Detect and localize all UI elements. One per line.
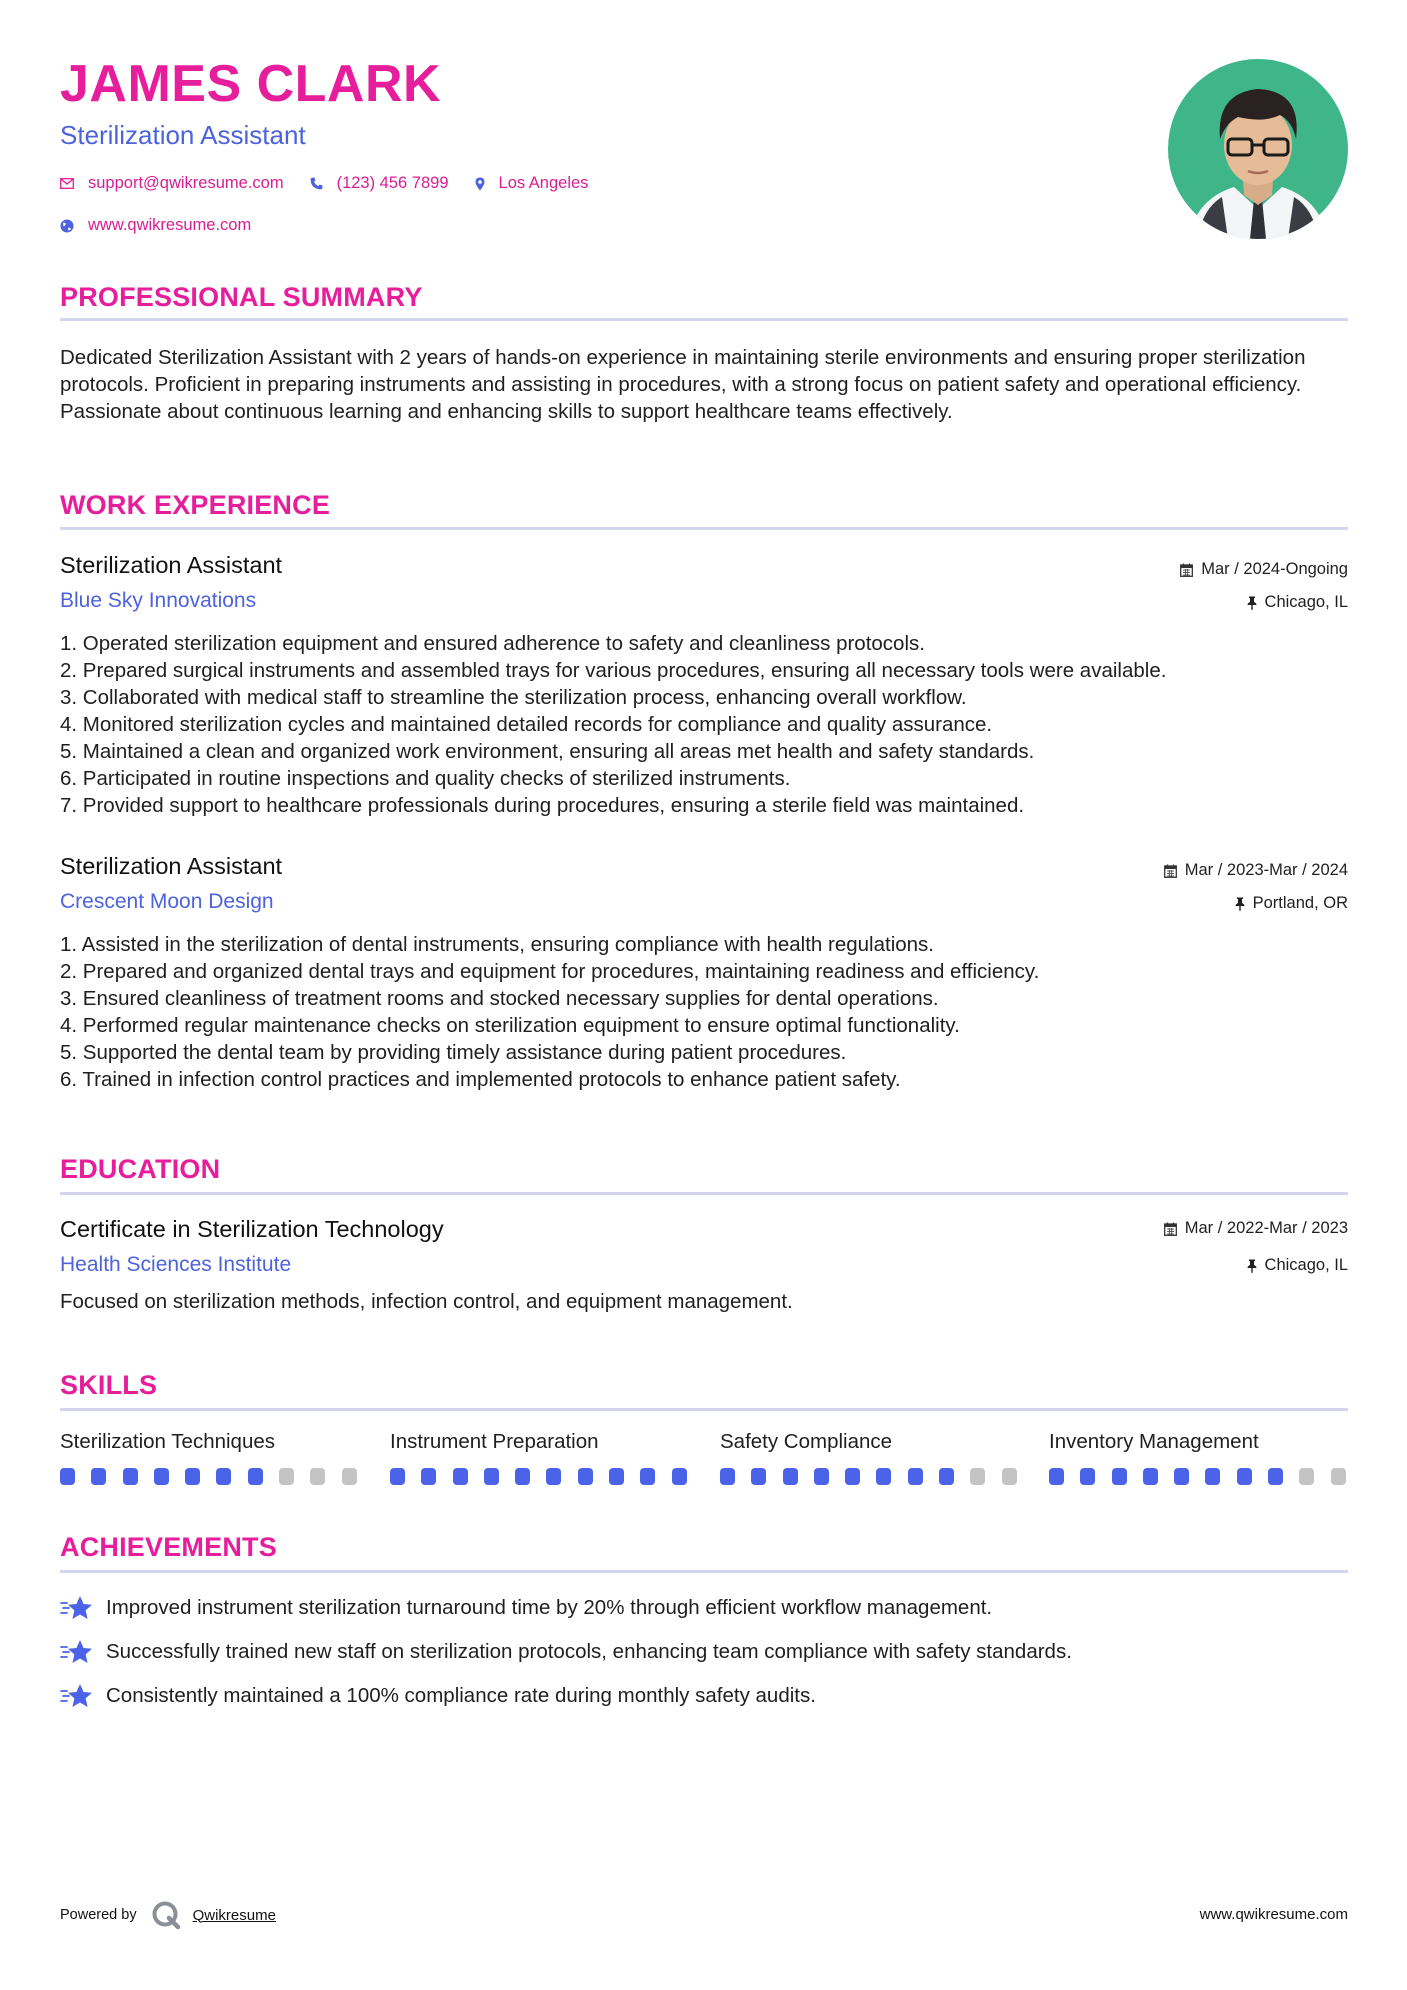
section-title-education: EDUCATION [60,1154,221,1184]
skill-dot-empty [1299,1468,1314,1485]
skill-dot-filled [1143,1468,1158,1485]
skill-dot-filled [91,1468,106,1485]
skill-dot-empty [1331,1468,1346,1485]
contact-location [475,174,589,193]
job-location-text: Portland, OR [1252,894,1348,912]
qwikresume-logo-icon [151,1900,181,1930]
skill-name: Instrument Preparation [390,1430,599,1453]
star-icon [60,1682,94,1710]
skill-item [390,1430,690,1454]
email-text: support@qwikresume.com [88,174,284,192]
job-bullets [60,931,1350,1093]
job-bullet: 7. Provided support to healthcare professionals during procedures, ensuring a sterile field was maintained. [60,794,1025,817]
job-bullets [60,630,1350,819]
skill-dot-filled [578,1468,593,1485]
skill-dot-filled [60,1468,75,1485]
skill-dot-filled [453,1468,468,1485]
pushpin-icon [1247,1259,1257,1273]
pushpin-icon [1235,897,1245,911]
section-title-skills: SKILLS [60,1370,158,1400]
qwikresume-link[interactable]: Qwikresume [192,1906,276,1924]
achievement-item [60,1594,992,1622]
map-pin-icon [475,177,485,191]
skill-dot-filled [609,1468,624,1485]
job-bullet: 3. Collaborated with medical staff to streamline the sterilization process, enhancing overall workflow. [60,686,967,709]
section-title-experience: WORK EXPERIENCE [60,490,331,520]
skill-dot-filled [720,1468,735,1485]
skill-dot-filled [939,1468,954,1485]
skill-item [1049,1430,1349,1454]
skill-dot-filled [484,1468,499,1485]
skill-dot-filled [546,1468,561,1485]
skill-rating [390,1468,703,1485]
job-bullet: 2. Prepared surgical instruments and assembled trays for various procedures, ensuring all necessary tools were available. [60,659,1167,682]
skill-rating [60,1468,373,1485]
section-divider [60,1570,1348,1573]
contact-row [60,174,614,193]
calendar-icon [1180,563,1193,577]
star-icon [60,1594,94,1622]
skill-dot-empty [1002,1468,1017,1485]
contact-row-website [60,216,277,235]
globe-icon [60,219,74,233]
job-dates-text: Mar / 2024-Ongoing [1201,560,1348,578]
section-divider [60,318,1348,321]
skill-dot-empty [970,1468,985,1485]
skill-dot-filled [1174,1468,1189,1485]
skill-dot-filled [783,1468,798,1485]
skill-rating [1049,1468,1362,1485]
job-bullet: 6. Trained in infection control practices and implemented protocols to enhance patient safety. [60,1068,901,1091]
education-dates [1164,1219,1348,1238]
job-bullet: 1. Assisted in the sterilization of dental instruments, ensuring compliance with health regulations. [60,933,935,956]
summary-text: Dedicated Sterilization Assistant with 2 years of hands-on experience in maintaining sterile environments and ensuring proper sterilization protocols. Proficient in preparing instruments and assisting in procedures, with a strong focus on patient safety and operational efficiency. Passionate about continuous learning and enhancing skills to support healthcare teams effectively. [60,346,1306,423]
skill-dot-filled [876,1468,891,1485]
section-title-summary: PROFESSIONAL SUMMARY [60,282,423,312]
achievement-item [60,1682,816,1710]
job-bullet: 4. Monitored sterilization cycles and maintained detailed records for compliance and quality assurance. [60,713,993,736]
skill-item [720,1430,1020,1454]
phone-text: (123) 456 7899 [336,174,449,192]
skill-dot-filled [1205,1468,1220,1485]
powered-by-label: Powered by [60,1907,137,1923]
skill-dot-filled [814,1468,829,1485]
skill-name: Sterilization Techniques [60,1430,275,1453]
skill-dot-filled [185,1468,200,1485]
section-title-achievements: ACHIEVEMENTS [60,1532,277,1562]
education-dates-text: Mar / 2022-Mar / 2023 [1184,1219,1348,1237]
skill-dot-filled [1080,1468,1095,1485]
contact-phone[interactable] [310,174,449,193]
skill-dot-filled [248,1468,263,1485]
achievement-item [60,1638,1072,1666]
skill-dot-filled [1268,1468,1283,1485]
achievement-text: Consistently maintained a 100% compliance rate during monthly safety audits. [106,1684,816,1707]
job-title: Sterilization Assistant [60,853,283,879]
skill-dot-filled [216,1468,231,1485]
job-dates [1180,560,1348,579]
skill-dot-filled [154,1468,169,1485]
skill-dot-filled [751,1468,766,1485]
skill-dot-filled [1049,1468,1064,1485]
calendar-icon [1164,1222,1177,1236]
job-bullet: 4. Performed regular maintenance checks on sterilization equipment to ensure optimal functionality. [60,1014,960,1037]
location-text: Los Angeles [498,174,589,192]
skill-dot-filled [390,1468,405,1485]
job-bullet: 1. Operated sterilization equipment and ensured adherence to safety and cleanliness protocols. [60,632,925,655]
skill-dot-filled [672,1468,687,1485]
skill-dot-empty [342,1468,357,1485]
contact-email[interactable] [60,174,284,193]
skill-dot-filled [1112,1468,1127,1485]
company-name: Blue Sky Innovations [60,589,257,612]
job-location-text: Chicago, IL [1264,593,1348,611]
education-location-text: Chicago, IL [1264,1256,1348,1274]
skill-dot-filled [640,1468,655,1485]
skill-dot-empty [310,1468,325,1485]
degree-title: Certificate in Sterilization Technology [60,1216,444,1242]
job-bullet: 2. Prepared and organized dental trays and equipment for procedures, maintaining readiness and efficiency. [60,960,1040,983]
skill-dot-filled [421,1468,436,1485]
phone-icon [310,177,323,190]
contact-website[interactable] [60,216,251,235]
skill-name: Safety Compliance [720,1430,893,1453]
skill-dot-filled [845,1468,860,1485]
job-bullet: 5. Maintained a clean and organized work environment, ensuring all areas met health and safety standards. [60,740,1035,763]
skill-dot-filled [123,1468,138,1485]
job-bullet: 3. Ensured cleanliness of treatment rooms and stocked necessary supplies for dental operations. [60,987,939,1010]
candidate-role: Sterilization Assistant [60,120,306,150]
calendar-icon [1164,864,1177,878]
achievement-text: Successfully trained new staff on sterilization protocols, enhancing team compliance with safety standards. [106,1640,1072,1663]
skill-dot-filled [1237,1468,1252,1485]
candidate-name: JAMES CLARK [60,55,442,113]
company-name: Crescent Moon Design [60,890,274,913]
section-divider [60,1192,1348,1195]
job-location [1247,593,1348,612]
education-location [1247,1256,1348,1275]
skill-name: Inventory Management [1049,1430,1259,1453]
job-title: Sterilization Assistant [60,552,283,578]
footer-website[interactable]: www.qwikresume.com [1199,1906,1348,1923]
star-icon [60,1638,94,1666]
job-location [1235,894,1348,913]
achievement-text: Improved instrument sterilization turnaround time by 20% through efficient workflow management. [106,1596,993,1619]
skill-rating [720,1468,1033,1485]
person-portrait-icon [1168,59,1348,239]
skill-dot-filled [908,1468,923,1485]
profile-photo [1168,59,1348,239]
job-dates [1164,861,1348,880]
envelope-icon [60,178,74,189]
job-dates-text: Mar / 2023-Mar / 2024 [1184,861,1348,879]
skill-item [60,1430,360,1454]
section-divider [60,527,1348,530]
footer-powered-by [60,1900,276,1930]
job-bullet: 5. Supported the dental team by providing timely assistance during patient procedures. [60,1041,847,1064]
education-description: Focused on sterilization methods, infection control, and equipment management. [60,1290,793,1313]
website-text: www.qwikresume.com [88,216,252,234]
pushpin-icon [1247,596,1257,610]
skill-dot-empty [279,1468,294,1485]
section-divider [60,1408,1348,1411]
skill-dot-filled [515,1468,530,1485]
job-bullet: 6. Participated in routine inspections and quality checks of sterilized instruments. [60,767,791,790]
school-name: Health Sciences Institute [60,1253,292,1276]
